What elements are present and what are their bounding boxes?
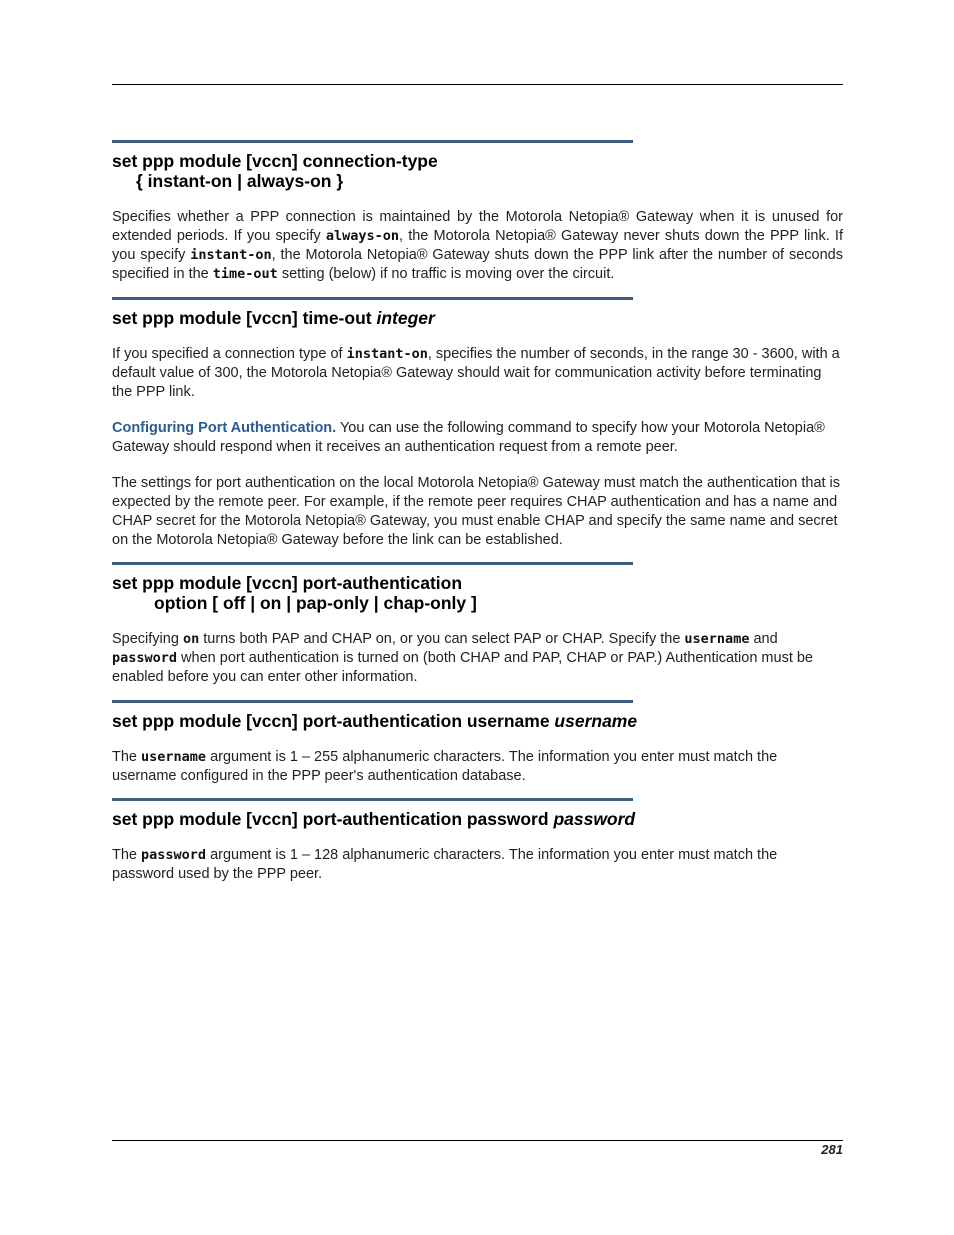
section-bar — [112, 798, 633, 801]
section-bar — [112, 297, 633, 300]
paragraph-port-authentication: Specifying on turns both PAP and CHAP on, or you can select PAP or CHAP. Specify the username and password when port authentication is turned on (both CHAP and PAP, CHAP or PAP.) Authentication must be enabled before you can enter other information. — [112, 631, 813, 685]
code-term: always-on — [325, 228, 399, 244]
heading-line: set ppp module [vccn] connection-type — [112, 151, 438, 171]
code-term: on — [182, 631, 200, 647]
heading-continuation: { instant-on | always-on } — [136, 171, 344, 191]
heading-connection-type — [112, 151, 843, 191]
code-term: instant-on — [346, 346, 428, 362]
heading-password: set ppp module [vccn] port-authentication password password — [112, 809, 636, 829]
header-rule — [112, 84, 843, 85]
paragraph-port-auth-settings: The settings for port authentication on the local Motorola Netopia® Gateway must match the authentication that is expected by the remote peer. For example, if the remote peer requires CHAP authentication and has a name and CHAP secret for the Motorola Netopia® Gateway, you must enable CHAP and specify the same name and secret on the Motorola Netopia® Gateway before the link can be established. — [112, 475, 841, 548]
heading-username: set ppp module [vccn] port-authentication username username — [112, 711, 638, 731]
code-term: username — [141, 749, 207, 765]
section-bar — [112, 700, 633, 703]
section-bar — [112, 562, 633, 565]
code-term: password — [112, 650, 178, 666]
paragraph-configuring-port-auth: Configuring Port Authentication. You can use the following command to specify how your Motorola Netopia® Gateway should respond when it receives an authentication request from a remote peer. — [112, 420, 825, 455]
heading-argument: integer — [376, 308, 435, 328]
heading-port-authentication: set ppp module [vccn] port-authentication option [ off | on | pap-only | chap-only ] — [112, 573, 843, 613]
page-content — [112, 140, 843, 884]
footer-rule — [112, 1140, 843, 1141]
section-bar — [112, 140, 633, 143]
run-in-heading: Configuring Port Authentication. — [112, 420, 337, 436]
page-number: 281 — [821, 1142, 843, 1157]
paragraph-time-out: If you specified a connection type of instant-on, specifies the number of seconds, in the range 30 - 3600, with a default value of 300, the Motorola Netopia® Gateway should wait for communication activity before terminating the PPP link. — [112, 346, 840, 400]
paragraph-username: The username argument is 1 – 255 alphanumeric characters. The information you enter must match the username configured in the PPP peer's authentication database. — [112, 749, 778, 784]
code-term: password — [141, 847, 207, 863]
paragraph-connection-type: Specifies whether a PPP connection is maintained by the Motorola Netopia® Gateway when it is unused for extended periods. If you specify always-on, the Motorola Netopia® Gateway never shuts down the PPP link. If you specify instant-on, the Motorola Netopia® Gateway shuts down the PPP link after the number of seconds specified in the time-out setting (below) if no traffic is moving over the circuit. — [112, 209, 843, 282]
heading-argument: password — [553, 809, 636, 829]
code-term: time-out — [212, 266, 278, 282]
code-term: username — [684, 631, 750, 647]
heading-argument: username — [554, 711, 638, 731]
paragraph-password: The password argument is 1 – 128 alphanumeric characters. The information you enter must match the password used by the PPP peer. — [112, 847, 778, 882]
code-term: instant-on — [190, 247, 272, 263]
heading-continuation: option [ off | on | pap-only | chap-only ] — [154, 593, 477, 613]
heading-time-out: set ppp module [vccn] time-out integer — [112, 308, 435, 328]
